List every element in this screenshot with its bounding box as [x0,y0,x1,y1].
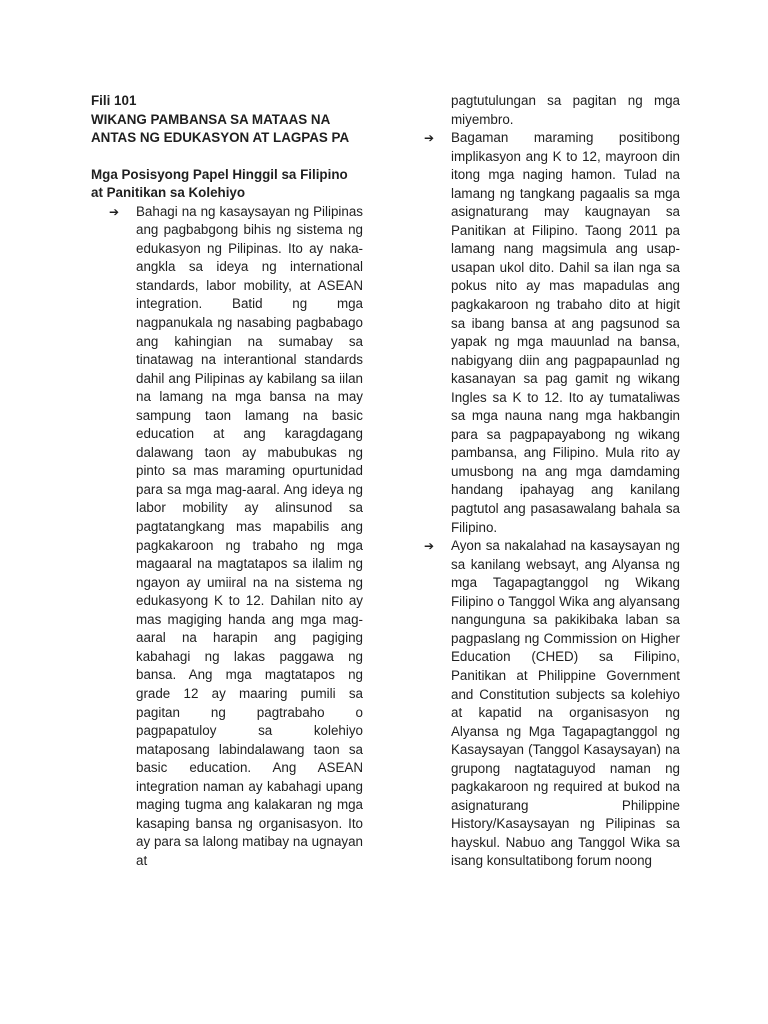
bullet-paragraph-1 [102,203,363,871]
paragraph-1-continuation: pagtutulungan sa pagitan ng mga miyembro. [451,93,680,127]
subtitle-line-2: at Panitikan sa Kolehiyo [91,185,246,201]
paragraph-1-text: Bahagi na ng kasaysayan ng Pilipinas ang pagbabgong bihis ng sistema ng edukasyon ng Pilipinas. Ito ay naka-angkla sa ideya ng international standards, labor mobility, at ASEAN integration. Batid ng mga nagpanukala ng nasabing pagbabago ang kahingian na sumabay sa tinatawag na interantional standards dahil ang Pilipinas ay kabilang sa iilan na lamang na mga bansa na may sampung taon lamang na basic education at ang karagdagang dalawang taon ay mabubukas ng pinto sa mas maraming opurtunidad para sa mga mag-aaral. Ang ideya ng labor mobility ay alinsunod sa pagtatangkang mas mapabilis ang pagkakaroon ng trabaho ng mga magaaral na magtatapos sa ilalim ng ngayon ay umiiral na na sistema ng edukasyong K to 12. Dahilan nito ay mas magiging handa ang mga mag-aaral na harapin ang pagiging kabahagi ng lakas paggawa ng bansa. Ang mga magtatapos ng grade 12 ay maaring pumili sa pagitan ng pagtrabaho o pagpapatuloy sa kolehiyo mataposang labindalawang taon sa basic education. Ang ASEAN integration naman ay kabahagi upang maging tugma ang kalakaran ng mga kasaping bansa ng organisasyon. Ito ay para sa lalong matibay na ugnayan at [136,203,363,868]
title-line-1: WIKANG PAMBANSA SA MATAAS NA [91,111,331,127]
arrow-bullet-icon: ➔ [423,131,435,146]
bullet-paragraph-3 [417,537,680,871]
course-code: Fili 101 [91,93,137,108]
subtitle-line-1: Mga Posisyong Papel Hinggil sa Filipino [91,166,348,182]
title-line-2: ANTAS NG EDUKASYON AT LAGPAS PA [91,130,350,146]
bullet-list-right [417,129,680,871]
bullet-list-left [102,203,363,871]
arrow-bullet-icon: ➔ [423,539,435,554]
arrow-bullet-icon: ➔ [108,204,120,219]
bullet-paragraph-2 [417,129,680,537]
paragraph-3-text: Ayon sa nakalahad na kasaysayan ng sa kanilang websayt, ang Alyansa ng mga Tagapagtanggol ng Wikang Filipino o Tanggol Wika ang alyansang nangunguna sa pakikibaka laban sa pagpaslang ng Commission on Higher Education (CHED) sa Filipino, Panitikan at Philippine Government and Constitution subjects sa kolehiyo at kapatid na organisasyon ng Alyansa ng Mga Tagapagtanggol ng Kasaysayan (Tanggol Kasaysayan) na grupong nagtataguyod naman ng pagkakaroon ng required at bukod na asignaturang Philippine History/Kasaysayan ng Pilipinas sa hayskul. Nabuo ang Tanggol Wika sa isang konsultatibong forum noong [451,538,680,869]
paragraph-2-text: Bagaman maraming positibong implikasyon ang K to 12, mayroon din itong mga naging hamon. Tulad na lamang ng tangkang pagaalis sa mga asignaturang may kaugnayan sa Panitikan at Filipino. Taong 2011 pa lamang nang magsimula ang usap-usapan ukol dito. Dahil sa ilan nga sa pokus nito ay mas mapadulas ang pagkakaroon ng trabaho dito at higit sa ibang bansa at ang pagsunod sa yapak ng mga mauunlad na bansa, nabigyang diin ang pagpapaunlad ng kasanayan sa pag gamit ng wikang Ingles sa K to 12. Ito ay tumataliwas sa mga nauna nang mga hakbangin para sa pagpapayabong ng wikang pambansa, ang Filipino. Mula rito ay umusbong na ang mga damdaming handang ipahayag ang kanilang pagtutol ang pasasawalang bahala sa Filipino. [451,130,680,535]
right-column [417,92,680,871]
left-column [91,92,363,870]
